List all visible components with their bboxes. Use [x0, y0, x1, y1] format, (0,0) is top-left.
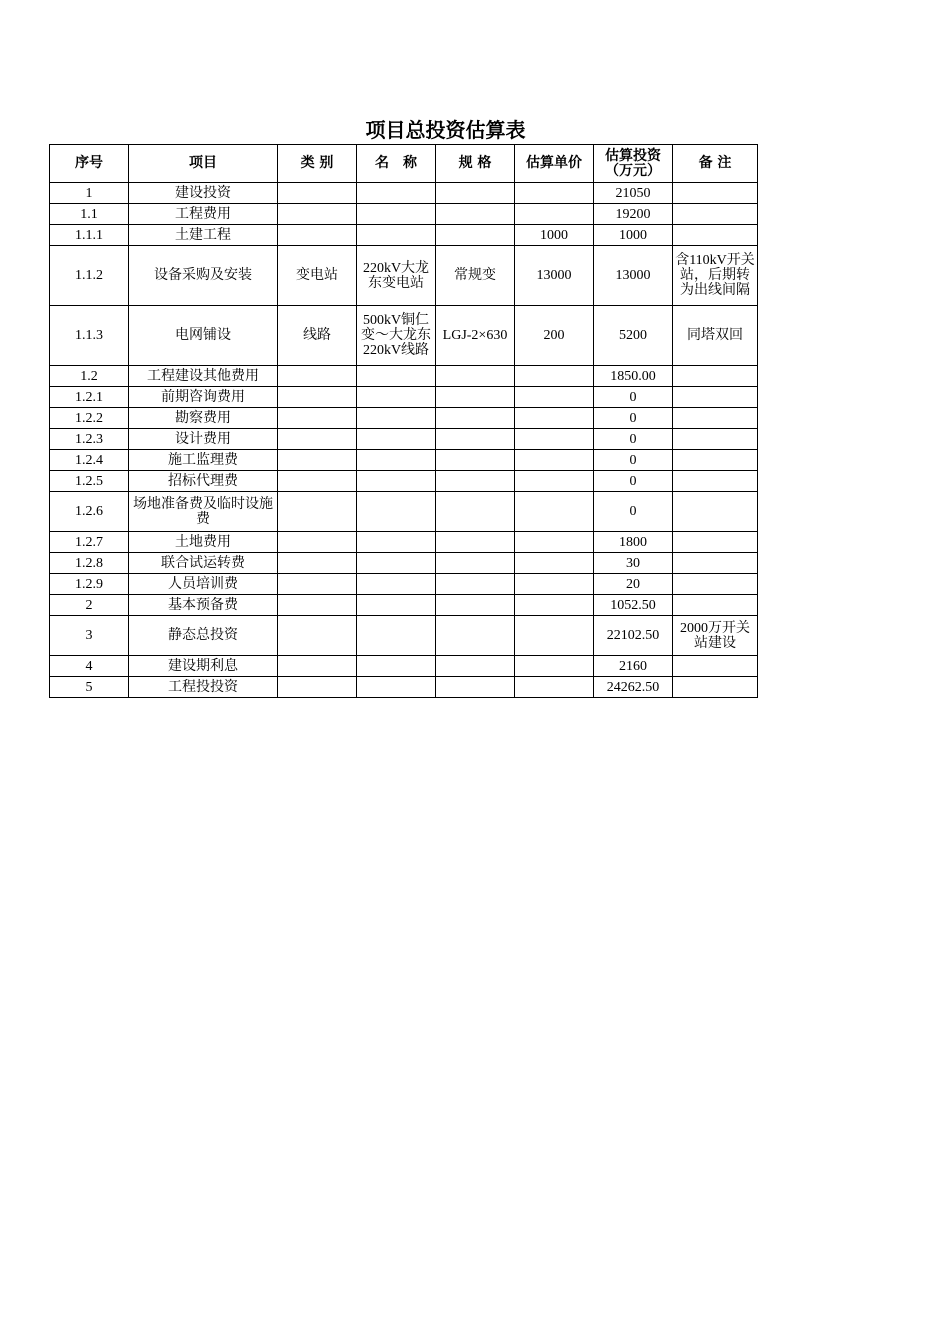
cell-item: 招标代理费: [129, 471, 278, 492]
cell-no: 1.1: [50, 204, 129, 225]
header-item: 项目: [129, 145, 278, 183]
cell-category: [278, 616, 357, 656]
cell-investment: 0: [594, 429, 673, 450]
cell-spec: LGJ-2×630: [436, 306, 515, 366]
cell-category: [278, 387, 357, 408]
cell-spec: [436, 616, 515, 656]
cell-unit-price: [515, 616, 594, 656]
cell-name: [357, 492, 436, 532]
cell-spec: [436, 677, 515, 698]
cell-item: 建设期利息: [129, 656, 278, 677]
cell-spec: [436, 225, 515, 246]
cell-category: [278, 183, 357, 204]
cell-investment: 5200: [594, 306, 673, 366]
cell-no: 1.2.3: [50, 429, 129, 450]
table-row: [50, 387, 758, 408]
cell-unit-price: [515, 204, 594, 225]
cell-note: [673, 366, 758, 387]
cell-unit-price: [515, 595, 594, 616]
cell-unit-price: [515, 492, 594, 532]
cell-investment: 19200: [594, 204, 673, 225]
cell-no: 1.2.2: [50, 408, 129, 429]
table-row: [50, 574, 758, 595]
cell-name: [357, 471, 436, 492]
table-row: [50, 183, 758, 204]
cell-spec: [436, 471, 515, 492]
cell-note: [673, 677, 758, 698]
cell-note: [673, 492, 758, 532]
cell-spec: [436, 429, 515, 450]
cell-note: 含110kV开关站，后期转为出线间隔: [673, 246, 758, 306]
cell-category: [278, 471, 357, 492]
cell-spec: [436, 204, 515, 225]
cell-item: 勘察费用: [129, 408, 278, 429]
cell-note: [673, 408, 758, 429]
cell-item: 施工监理费: [129, 450, 278, 471]
cell-name: [357, 677, 436, 698]
cell-unit-price: [515, 366, 594, 387]
cell-no: 2: [50, 595, 129, 616]
cell-spec: [436, 387, 515, 408]
cell-unit-price: [515, 677, 594, 698]
cell-investment: 0: [594, 450, 673, 471]
cell-note: [673, 471, 758, 492]
table-row: [50, 306, 758, 366]
header-row: [50, 145, 758, 183]
cell-spec: [436, 595, 515, 616]
table-row: [50, 616, 758, 656]
header-note: 备 注: [673, 145, 758, 183]
cell-name: [357, 553, 436, 574]
table-row: [50, 408, 758, 429]
cell-unit-price: 1000: [515, 225, 594, 246]
cell-no: 1: [50, 183, 129, 204]
cell-category: 线路: [278, 306, 357, 366]
cell-category: [278, 366, 357, 387]
cell-no: 4: [50, 656, 129, 677]
cell-name: 500kV铜仁变～大龙东220kV线路: [357, 306, 436, 366]
cell-investment: 22102.50: [594, 616, 673, 656]
cell-category: [278, 656, 357, 677]
table-row: [50, 225, 758, 246]
cell-investment: 1052.50: [594, 595, 673, 616]
cell-item: 工程建设其他费用: [129, 366, 278, 387]
cell-spec: [436, 553, 515, 574]
cell-unit-price: [515, 471, 594, 492]
cell-note: [673, 450, 758, 471]
cell-unit-price: [515, 532, 594, 553]
cell-unit-price: [515, 387, 594, 408]
cell-unit-price: [515, 183, 594, 204]
table-row: [50, 204, 758, 225]
cell-name: [357, 616, 436, 656]
cell-note: [673, 387, 758, 408]
cell-item: 人员培训费: [129, 574, 278, 595]
cell-category: [278, 450, 357, 471]
cell-note: [673, 656, 758, 677]
cell-no: 1.2.6: [50, 492, 129, 532]
cell-no: 5: [50, 677, 129, 698]
cell-investment: 0: [594, 471, 673, 492]
cell-investment: 30: [594, 553, 673, 574]
cell-spec: [436, 656, 515, 677]
cell-spec: 常规变: [436, 246, 515, 306]
cell-name: [357, 450, 436, 471]
cell-note: [673, 595, 758, 616]
cell-name: [357, 532, 436, 553]
sheet-title: 项目总投资估算表: [365, 118, 526, 142]
cell-unit-price: 200: [515, 306, 594, 366]
cell-investment: 0: [594, 408, 673, 429]
cell-no: 1.1.2: [50, 246, 129, 306]
cell-spec: [436, 492, 515, 532]
table-row: [50, 366, 758, 387]
cell-no: 1.2.9: [50, 574, 129, 595]
cell-item: 设备采购及安装: [129, 246, 278, 306]
cell-name: [357, 408, 436, 429]
cell-name: [357, 183, 436, 204]
cell-category: [278, 429, 357, 450]
cell-item: 静态总投资: [129, 616, 278, 656]
cell-name: [357, 656, 436, 677]
cell-investment: 0: [594, 492, 673, 532]
cell-category: [278, 532, 357, 553]
cell-item: 基本预备费: [129, 595, 278, 616]
cell-name: [357, 204, 436, 225]
cell-no: 1.2.7: [50, 532, 129, 553]
header-category: 类 别: [278, 145, 357, 183]
cell-category: [278, 492, 357, 532]
cell-no: 3: [50, 616, 129, 656]
cell-item: 工程费用: [129, 204, 278, 225]
cell-unit-price: [515, 429, 594, 450]
cell-note: [673, 204, 758, 225]
table-row: [50, 429, 758, 450]
cell-spec: [436, 532, 515, 553]
investment-table: [49, 144, 758, 698]
cell-note: [673, 574, 758, 595]
table-row: [50, 246, 758, 306]
cell-no: 1.2: [50, 366, 129, 387]
table-row: [50, 492, 758, 532]
cell-spec: [436, 366, 515, 387]
cell-item: 土建工程: [129, 225, 278, 246]
cell-item: 联合试运转费: [129, 553, 278, 574]
cell-investment: 0: [594, 387, 673, 408]
cell-item: 前期咨询费用: [129, 387, 278, 408]
cell-spec: [436, 574, 515, 595]
cell-no: 1.2.8: [50, 553, 129, 574]
cell-item: 场地准备费及临时设施费: [129, 492, 278, 532]
cell-note: [673, 183, 758, 204]
cell-note: [673, 553, 758, 574]
cell-name: 220kV大龙东变电站: [357, 246, 436, 306]
cell-name: [357, 366, 436, 387]
cell-investment: 2160: [594, 656, 673, 677]
cell-note: [673, 532, 758, 553]
cell-no: 1.2.1: [50, 387, 129, 408]
cell-note: [673, 225, 758, 246]
cell-spec: [436, 408, 515, 429]
table-row: [50, 595, 758, 616]
header-name: 名 称: [357, 145, 436, 183]
cell-no: 1.2.4: [50, 450, 129, 471]
cell-item: 设计费用: [129, 429, 278, 450]
table-row: [50, 471, 758, 492]
cell-name: [357, 387, 436, 408]
cell-category: [278, 677, 357, 698]
cell-category: [278, 595, 357, 616]
cell-category: [278, 204, 357, 225]
cell-unit-price: [515, 408, 594, 429]
header-unit-price: 估算单价: [515, 145, 594, 183]
table-row: [50, 656, 758, 677]
cell-investment: 24262.50: [594, 677, 673, 698]
cell-unit-price: [515, 450, 594, 471]
cell-item: 建设投资: [129, 183, 278, 204]
cell-name: [357, 595, 436, 616]
cell-unit-price: 13000: [515, 246, 594, 306]
table-row: [50, 677, 758, 698]
header-no: 序号: [50, 145, 129, 183]
table-row: [50, 553, 758, 574]
cell-item: 电网铺设: [129, 306, 278, 366]
cell-unit-price: [515, 574, 594, 595]
cell-note: 同塔双回: [673, 306, 758, 366]
cell-no: 1.1.1: [50, 225, 129, 246]
table-row: [50, 450, 758, 471]
cell-investment: 1850.00: [594, 366, 673, 387]
cell-investment: 1800: [594, 532, 673, 553]
cell-investment: 1000: [594, 225, 673, 246]
cell-category: [278, 553, 357, 574]
cell-category: [278, 225, 357, 246]
cell-unit-price: [515, 553, 594, 574]
cell-no: 1.1.3: [50, 306, 129, 366]
cell-item: 土地费用: [129, 532, 278, 553]
cell-unit-price: [515, 656, 594, 677]
header-investment: 估算投资（万元）: [594, 145, 673, 183]
table-body: [50, 183, 758, 698]
cell-item: 工程投投资: [129, 677, 278, 698]
cell-spec: [436, 183, 515, 204]
cell-note: [673, 429, 758, 450]
cell-category: [278, 408, 357, 429]
cell-category: 变电站: [278, 246, 357, 306]
cell-investment: 13000: [594, 246, 673, 306]
cell-note: 2000万开关站建设: [673, 616, 758, 656]
cell-spec: [436, 450, 515, 471]
cell-name: [357, 574, 436, 595]
header-spec: 规 格: [436, 145, 515, 183]
cell-investment: 20: [594, 574, 673, 595]
cell-name: [357, 225, 436, 246]
cell-no: 1.2.5: [50, 471, 129, 492]
cell-investment: 21050: [594, 183, 673, 204]
cell-name: [357, 429, 436, 450]
cell-category: [278, 574, 357, 595]
table-row: [50, 532, 758, 553]
